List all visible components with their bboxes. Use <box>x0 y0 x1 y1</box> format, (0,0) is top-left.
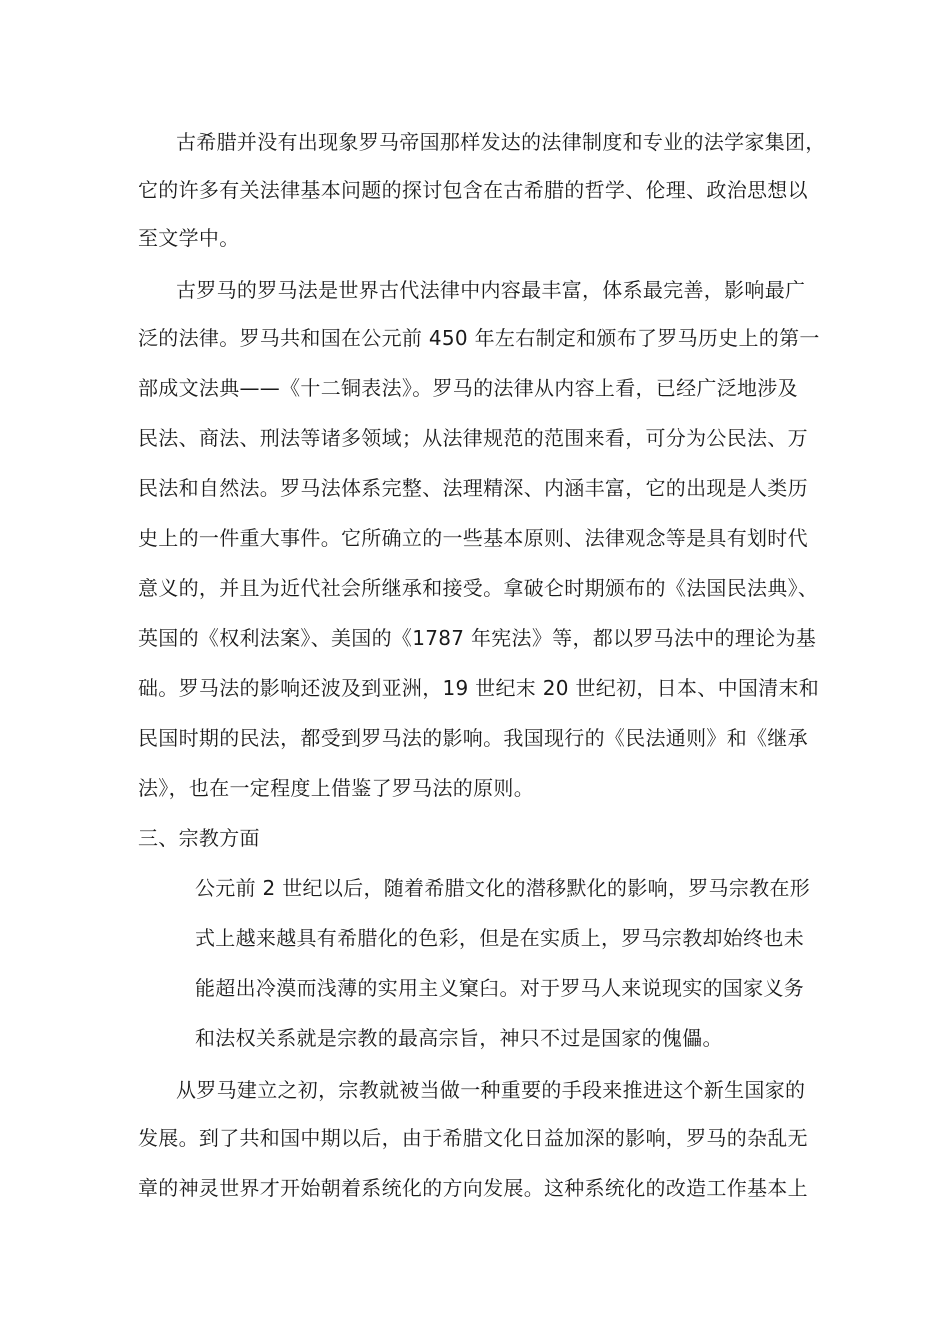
text-line: 民国时期的民法，都受到罗马法的影响。我国现行的《民法通则》和《继承 <box>138 726 808 750</box>
text-line: 章的神灵世界才开始朝着系统化的方向发展。这种系统化的改造工作基本上 <box>138 1176 808 1200</box>
text-line: 公元前 2 世纪以后，随着希腊文化的潜移默化的影响，罗马宗教在形 <box>195 876 811 900</box>
text-line: 它的许多有关法律基本问题的探讨包含在古希腊的哲学、伦理、政治思想以 <box>138 178 808 202</box>
text-line: 古希腊并没有出现象罗马帝国那样发达的法律制度和专业的法学家集团， <box>176 130 826 154</box>
text-line: 至文学中。 <box>138 226 240 250</box>
text-line: 民法和自然法。罗马法体系完整、法理精深、内涵丰富，它的出现是人类历 <box>138 476 808 500</box>
text-line: 意义的，并且为近代社会所继承和接受。拿破仑时期颁布的《法国民法典》、 <box>138 576 819 600</box>
text-line: 古罗马的罗马法是世界古代法律中内容最丰富，体系最完善，影响最广 <box>176 278 806 302</box>
text-line: 史上的一件重大事件。它所确立的一些基本原则、法律观念等是具有划时代 <box>138 526 808 550</box>
text-line: 和法权关系就是宗教的最高宗旨，神只不过是国家的傀儡。 <box>195 1026 723 1050</box>
text-line: 民法、商法、刑法等诸多领域；从法律规范的范围来看，可分为公民法、万 <box>138 426 808 450</box>
text-line: 法》，也在一定程度上借鉴了罗马法的原则。 <box>138 776 534 800</box>
text-line: 式上越来越具有希腊化的色彩，但是在实质上，罗马宗教却始终也未 <box>195 926 804 950</box>
text-line: 发展。到了共和国中期以后，由于希腊文化日益加深的影响，罗马的杂乱无 <box>138 1126 808 1150</box>
text-line: 础。罗马法的影响还波及到亚洲，19 世纪末 20 世纪初，日本、中国清末和 <box>138 676 820 700</box>
section-heading: 三、宗教方面 <box>138 826 260 850</box>
text-line: 从罗马建立之初，宗教就被当做一种重要的手段来推进这个新生国家的 <box>176 1078 806 1102</box>
text-line: 能超出冷漠而浅薄的实用主义窠臼。对于罗马人来说现实的国家义务 <box>195 976 804 1000</box>
text-line: 英国的《权利法案》、美国的《1787 年宪法》等，都以罗马法中的理论为基 <box>138 626 817 650</box>
text-line: 部成文法典——《十二铜表法》。罗马的法律从内容上看，已经广泛地涉及 <box>138 376 798 400</box>
text-line: 泛的法律。罗马共和国在公元前 450 年左右制定和颁布了罗马历史上的第一 <box>138 326 820 350</box>
